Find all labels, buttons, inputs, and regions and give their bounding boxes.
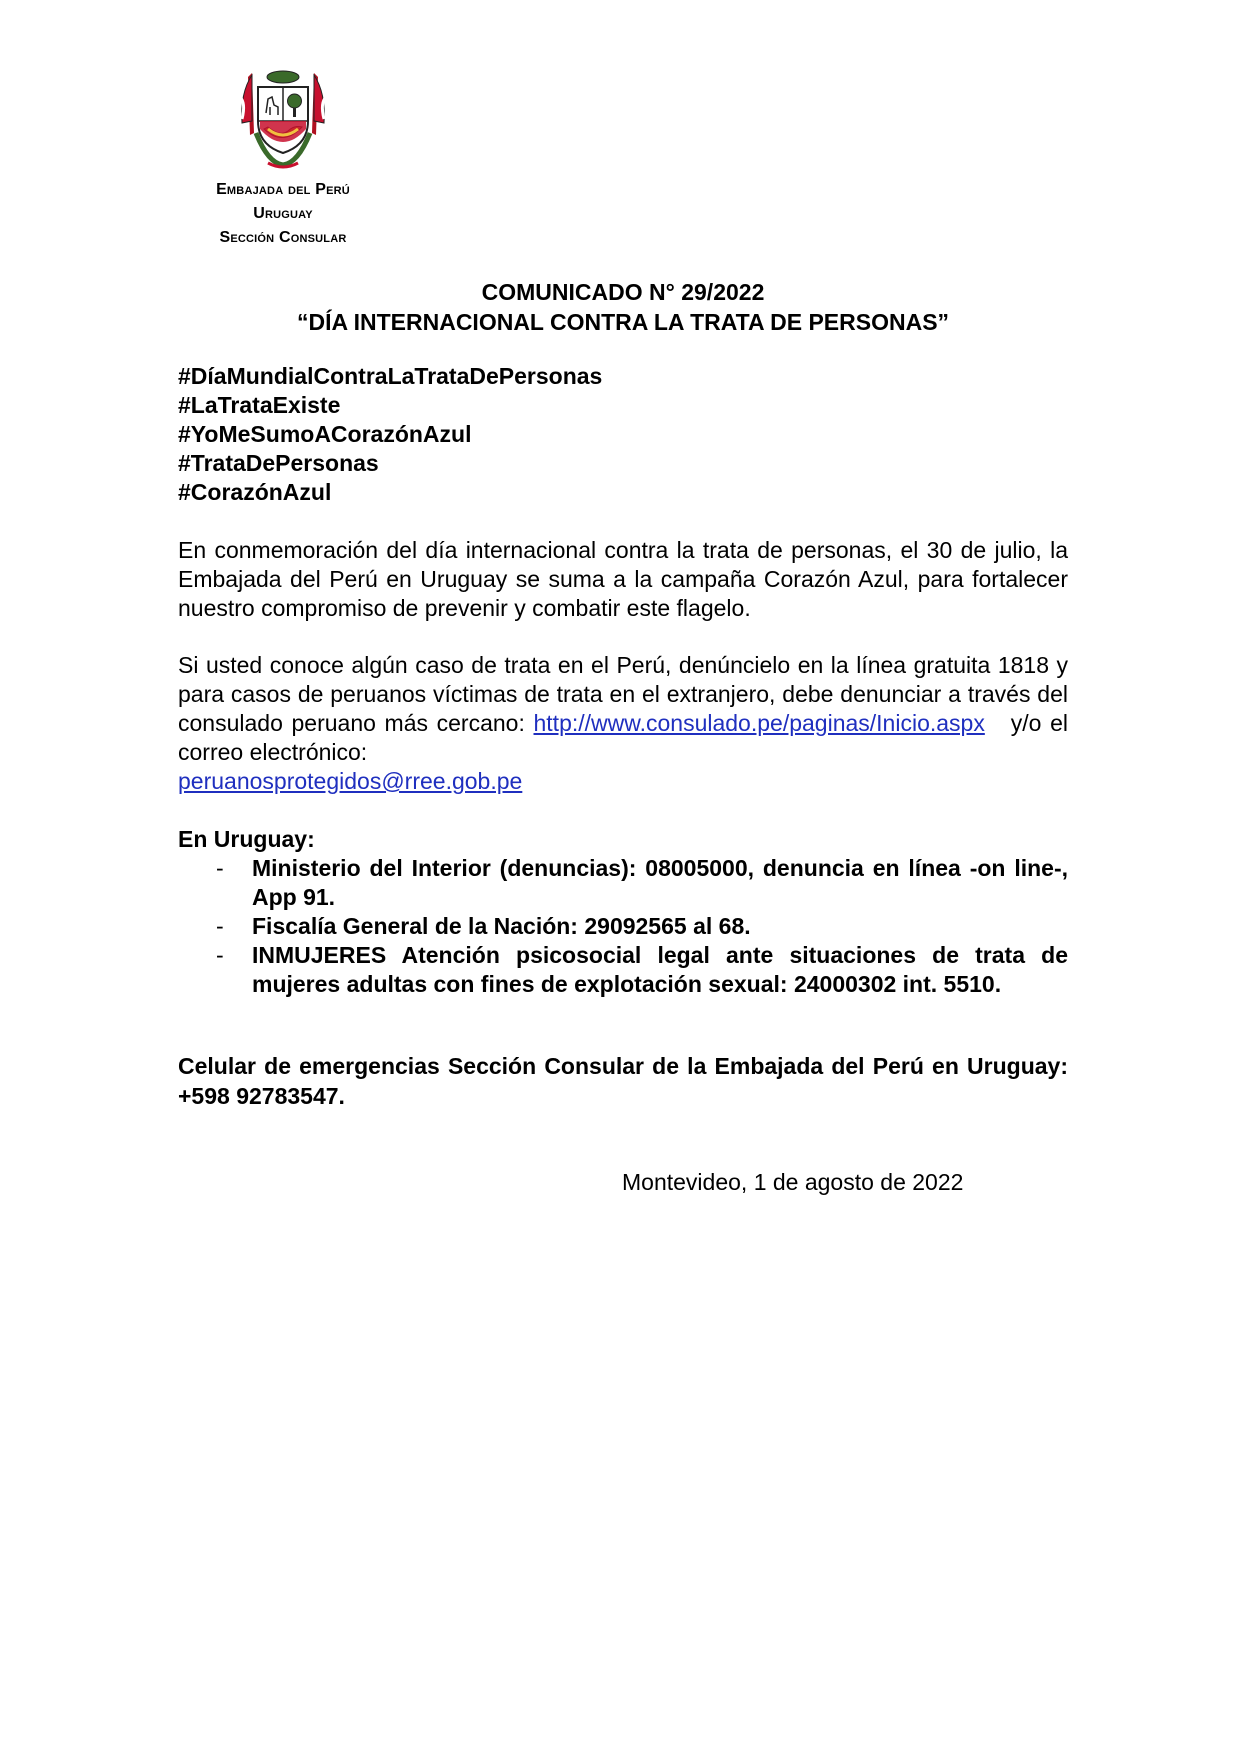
communique-title: “DÍA INTERNACIONAL CONTRA LA TRATA DE PERSONAS”	[296, 309, 950, 335]
dash-bullet: -	[216, 913, 224, 939]
report-paragraph	[178, 651, 1068, 796]
dash-bullet: -	[216, 942, 224, 968]
list-item-text: Fiscalía General de la Nación: 29092565 al 68.	[252, 913, 751, 939]
hashtag: #LaTrataExiste	[178, 392, 341, 418]
hashtag-list	[178, 362, 1068, 507]
report-text: Si usted conoce algún caso de trata en el Perú, denúncielo en la línea gratuita 1818 y para casos de peruanos víctimas de trata en el extranjero, debe denunciar a través del consulado peruano más cercano:	[178, 652, 1068, 736]
letterhead	[178, 178, 388, 250]
consulado-link[interactable]: http://www.consulado.pe/paginas/Inicio.aspx	[533, 710, 985, 736]
hashtag: #TrataDePersonas	[178, 450, 379, 476]
letterhead-embassy: Embajada del Perú	[216, 181, 350, 198]
place-date: Montevideo, 1 de agosto de 2022	[622, 1169, 964, 1195]
hashtag: #YoMeSumoACorazónAzul	[178, 421, 472, 447]
list-item	[178, 941, 1068, 999]
list-item-text: Ministerio del Interior (denuncias): 08005000, denuncia en línea -on line-, App 91.	[252, 855, 1068, 910]
report-middle-text: y/o el correo electrónico:	[178, 710, 1068, 765]
letterhead-country: Uruguay	[253, 205, 313, 222]
emergency-contact: Celular de emergencias Sección Consular de la Embajada del Perú en Uruguay: +598 92783547.	[178, 1053, 1068, 1109]
list-item-text: INMUJERES Atención psicosocial legal ante situaciones de trata de mujeres adultas con fines de explotación sexual: 24000302 int. 5510.	[252, 942, 1068, 997]
list-item	[178, 854, 1068, 912]
commemoration-paragraph: En conmemoración del día internacional contra la trata de personas, el 30 de julio, la Embajada del Perú en Uruguay se suma a la campaña Corazón Azul, para fortalecer nuestro compromiso de prevenir y combatir este flagelo.	[178, 537, 1068, 621]
letterhead-section: Sección Consular	[219, 229, 347, 246]
peru-coat-of-arms-icon	[228, 63, 338, 173]
hashtag: #DíaMundialContraLaTrataDePersonas	[178, 363, 603, 389]
list-item	[178, 912, 1068, 941]
communique-heading	[178, 277, 1068, 337]
email-link[interactable]: peruanosprotegidos@rree.gob.pe	[178, 768, 523, 794]
uruguay-section-title: En Uruguay:	[178, 826, 315, 852]
uruguay-contact-list	[178, 854, 1068, 999]
dash-bullet: -	[216, 855, 224, 881]
communique-number: COMUNICADO N° 29/2022	[481, 279, 765, 305]
hashtag: #CorazónAzul	[178, 479, 332, 505]
